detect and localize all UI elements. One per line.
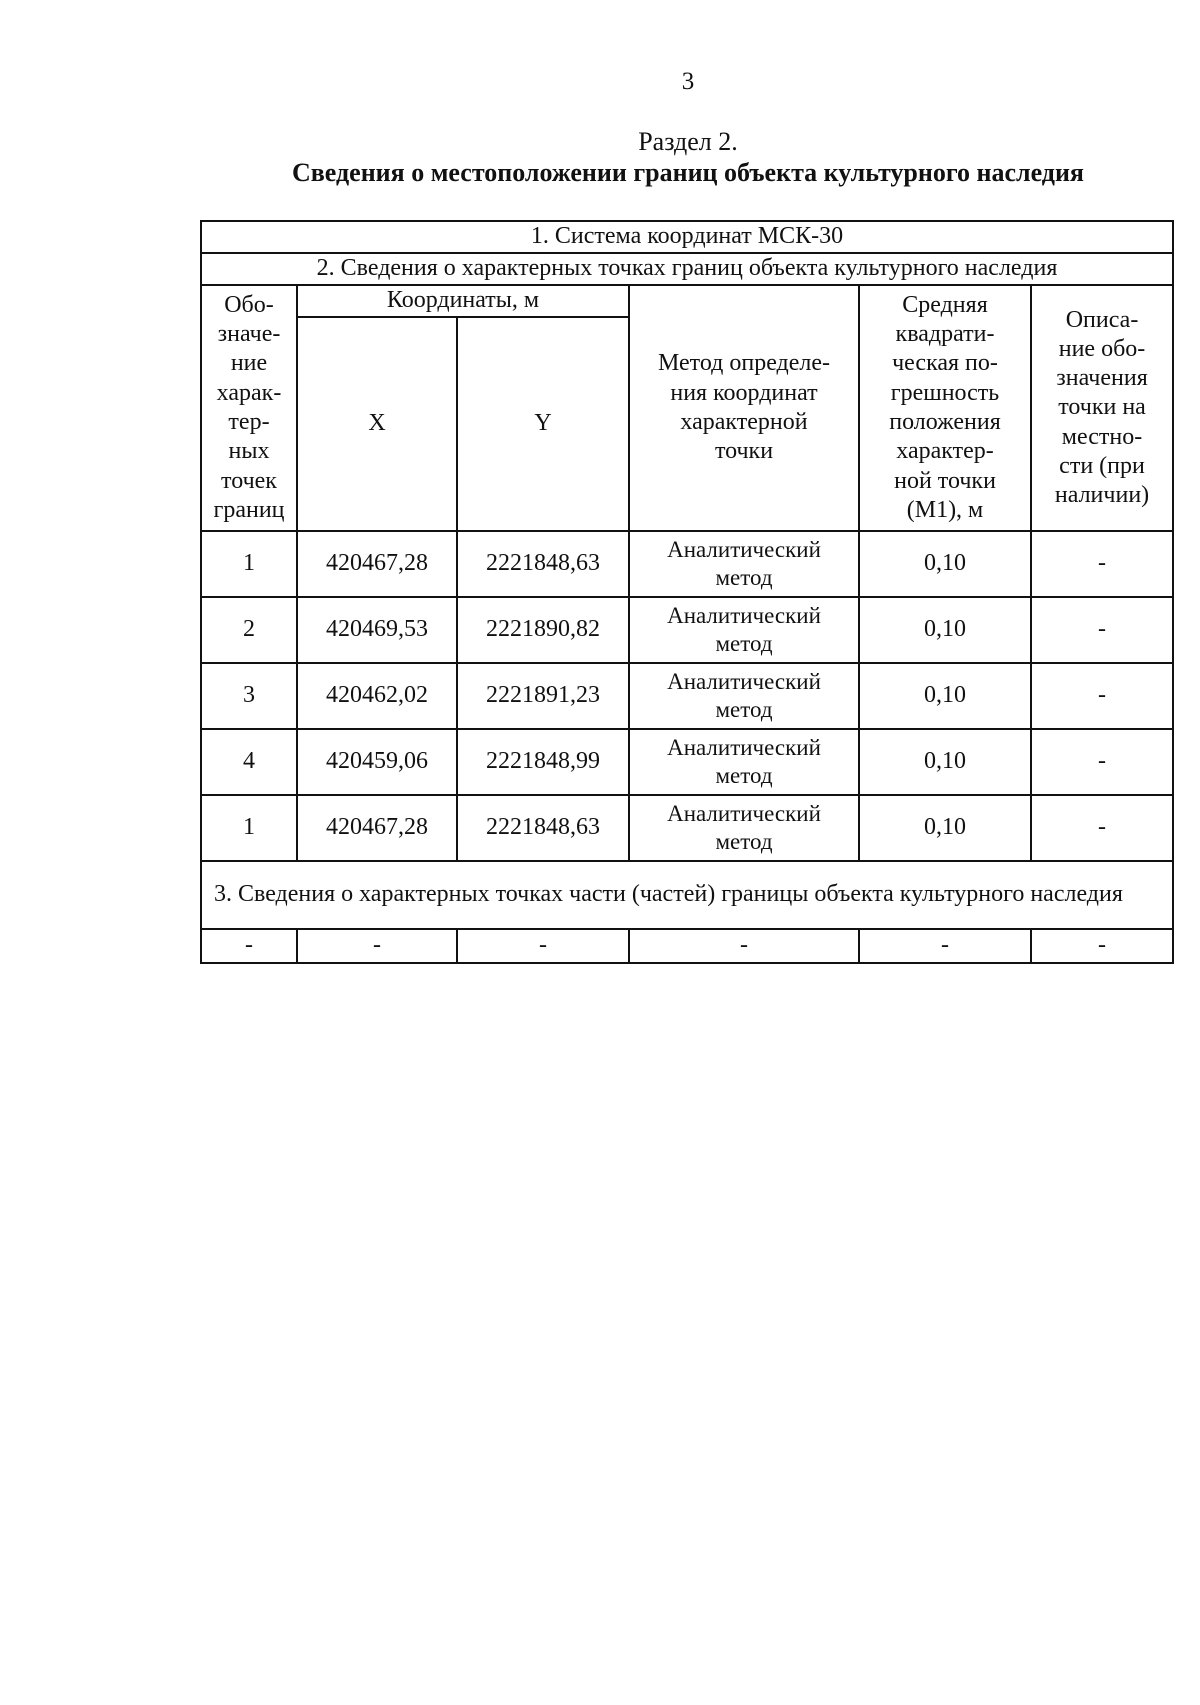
- header-method: Метод определе- ния координат характерной точки: [629, 285, 859, 531]
- dash-cell: -: [457, 929, 629, 963]
- coordinate-system-row: [201, 221, 1173, 253]
- page-number: 3: [681, 68, 695, 95]
- y-cell: 2221848,63: [457, 795, 629, 861]
- point-cell: 3: [201, 663, 297, 729]
- header-designation: Обо- значе- ние харак- тер- ных точек границ: [201, 285, 297, 531]
- error-cell: 0,10: [859, 795, 1031, 861]
- description-cell: -: [1031, 597, 1173, 663]
- method-cell: Аналитический метод: [629, 531, 859, 597]
- point-cell: 4: [201, 729, 297, 795]
- method-cell: Аналитический метод: [629, 795, 859, 861]
- header-x: X: [297, 317, 457, 531]
- method-cell: Аналитический метод: [629, 663, 859, 729]
- dash-cell: -: [297, 929, 457, 963]
- error-cell: 0,10: [859, 663, 1031, 729]
- description-cell: -: [1031, 663, 1173, 729]
- section-subtitle: Сведения о местоположении границ объекта культурного наследия: [291, 158, 1084, 187]
- x-cell: 420462,02: [297, 663, 457, 729]
- x-cell: 420459,06: [297, 729, 457, 795]
- table-row: [201, 531, 1173, 597]
- error-cell: 0,10: [859, 597, 1031, 663]
- y-cell: 2221848,99: [457, 729, 629, 795]
- x-cell: 420467,28: [297, 531, 457, 597]
- dash-cell: -: [201, 929, 297, 963]
- point-cell: 2: [201, 597, 297, 663]
- error-cell: 0,10: [859, 531, 1031, 597]
- x-cell: 420467,28: [297, 795, 457, 861]
- y-cell: 2221890,82: [457, 597, 629, 663]
- x-cell: 420469,53: [297, 597, 457, 663]
- dash-cell: -: [1031, 929, 1173, 963]
- table-row: [201, 597, 1173, 663]
- description-cell: -: [1031, 531, 1173, 597]
- dash-cell: -: [859, 929, 1031, 963]
- header-coordinates: Координаты, м: [297, 285, 629, 317]
- method-cell: Аналитический метод: [629, 597, 859, 663]
- header-row-top: [201, 285, 1173, 317]
- table-row: [201, 795, 1173, 861]
- coordinate-system-cell: 1. Система координат МСК-30: [201, 221, 1173, 253]
- point-cell: 1: [201, 531, 297, 597]
- description-cell: -: [1031, 729, 1173, 795]
- header-y: Y: [457, 317, 629, 531]
- boundary-points-table: [200, 220, 1174, 964]
- y-cell: 2221891,23: [457, 663, 629, 729]
- error-cell: 0,10: [859, 729, 1031, 795]
- description-cell: -: [1031, 795, 1173, 861]
- header-error: Средняя квадрати- ческая по- грешность положения характер- ной точки (М1), м: [859, 285, 1031, 531]
- table-row: [201, 929, 1173, 963]
- method-cell: Аналитический метод: [629, 729, 859, 795]
- table-row: [201, 729, 1173, 795]
- point-cell: 1: [201, 795, 297, 861]
- header-description: Описа- ние обо- значения точки на местно- сти (при наличии): [1031, 285, 1173, 531]
- boundary-points-heading-row: [201, 253, 1173, 285]
- boundary-parts-heading-row: [201, 861, 1173, 929]
- dash-cell: -: [629, 929, 859, 963]
- section-title: Раздел 2.: [638, 127, 738, 156]
- boundary-parts-heading-cell: 3. Сведения о характерных точках части (частей) границы объекта культурного наследия: [201, 861, 1173, 929]
- boundary-points-heading-cell: 2. Сведения о характерных точках границ объекта культурного наследия: [201, 253, 1173, 285]
- table-row: [201, 663, 1173, 729]
- y-cell: 2221848,63: [457, 531, 629, 597]
